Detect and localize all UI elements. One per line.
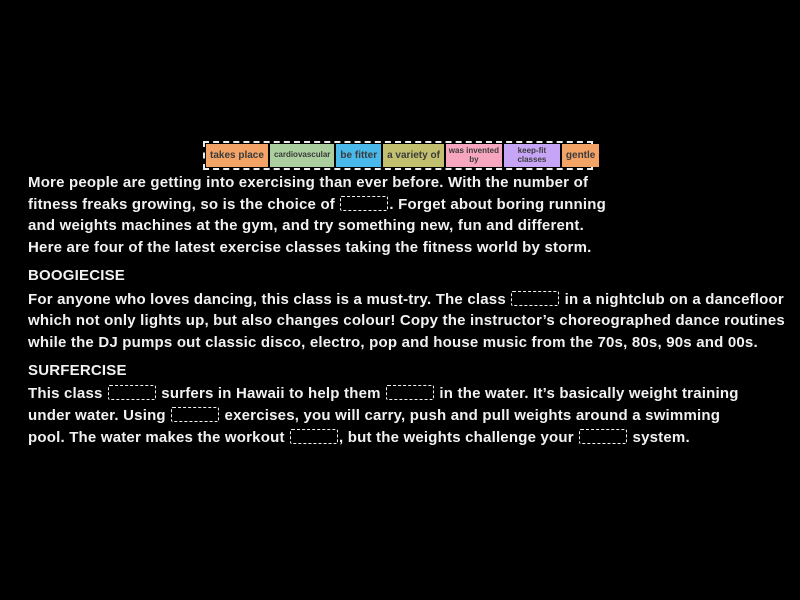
text-run: in the water. It’s basically weight training: [435, 385, 739, 403]
text-line: [28, 289, 785, 311]
text-run: For anyone who loves dancing, this class is a must-try. The class: [28, 290, 511, 308]
word-chip[interactable]: keep-fit classes: [504, 144, 560, 167]
text-line: [28, 310, 785, 332]
word-chip[interactable]: be fitter: [336, 144, 381, 167]
word-bank: [203, 141, 596, 170]
passage-section: [28, 172, 785, 259]
text-line: [28, 332, 785, 354]
word-chip[interactable]: a variety of: [383, 144, 444, 167]
answer-blank[interactable]: [108, 385, 156, 400]
text-run: in a nightclub on a dancefloor: [560, 290, 784, 308]
text-run: Here are four of the latest exercise classes taking the fitness world by storm.: [28, 239, 592, 257]
passage-section: [28, 360, 785, 449]
text-run: fitness freaks growing, so is the choice of: [28, 195, 340, 213]
text-line: [28, 383, 785, 405]
text-run: exercises, you will carry, push and pull weights around a swimming: [220, 407, 721, 425]
answer-blank[interactable]: [171, 407, 219, 422]
text-line: [28, 405, 785, 427]
section-heading: BOOGIECISE: [28, 266, 126, 284]
text-run: which not only lights up, but also changes colour! Copy the instructor’s choreographed dance routines: [28, 312, 785, 330]
answer-blank[interactable]: [511, 291, 559, 306]
word-chip[interactable]: cardiovascular: [270, 144, 334, 167]
text-run: system.: [628, 428, 690, 446]
text-run: pool. The water makes the workout: [28, 428, 290, 446]
text-run: This class: [28, 385, 107, 403]
answer-blank[interactable]: [579, 429, 627, 444]
text-run: , but the weights challenge your: [339, 428, 579, 446]
text-line: [28, 194, 785, 216]
text-line: [28, 215, 785, 237]
answer-blank[interactable]: [290, 429, 338, 444]
text-run: while the DJ pumps out classic disco, electro, pop and house music from the 70s, 80s, 90s and 00s.: [28, 333, 758, 351]
section-heading: SURFERCISE: [28, 361, 127, 379]
word-chip[interactable]: was invented by: [446, 144, 502, 167]
text-run: surfers in Hawaii to help them: [156, 385, 386, 403]
answer-blank[interactable]: [340, 196, 388, 211]
text-run: . Forget about boring running: [389, 195, 606, 213]
text-line: [28, 427, 785, 449]
word-chip[interactable]: gentle: [562, 144, 599, 167]
word-chip[interactable]: takes place: [206, 144, 268, 167]
text-run: under water. Using: [28, 407, 171, 425]
text-line: [28, 237, 785, 259]
text-run: and weights machines at the gym, and try something new, fun and different.: [28, 217, 584, 235]
passage-section: [28, 265, 785, 354]
text-line: [28, 172, 785, 194]
passage: [28, 172, 785, 448]
answer-blank[interactable]: [386, 385, 434, 400]
text-run: More people are getting into exercising than ever before. With the number of: [28, 174, 589, 191]
